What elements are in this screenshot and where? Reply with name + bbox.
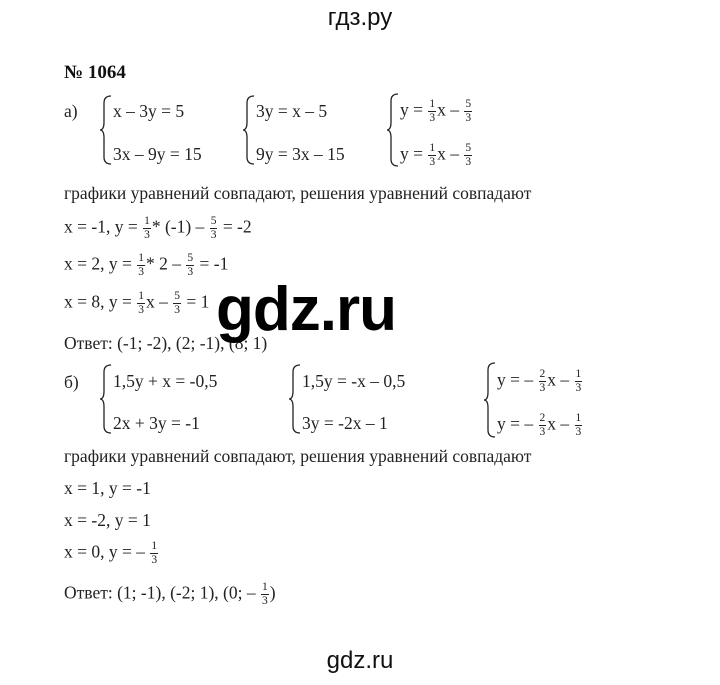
part-b-sys3-eq2 — [497, 413, 583, 438]
text: x = -1, y = — [64, 216, 138, 237]
numerator: 5 — [210, 215, 217, 227]
numerator: 1 — [429, 142, 436, 154]
denominator: 3 — [210, 229, 217, 241]
fraction-one-third — [428, 143, 436, 168]
part-a-line2 — [64, 253, 228, 278]
numerator: 5 — [465, 98, 472, 110]
text: ) — [269, 582, 276, 603]
denominator: 3 — [539, 426, 546, 438]
denominator: 3 — [465, 112, 472, 124]
eq-prefix: y = — [400, 99, 423, 120]
text: = -2 — [222, 216, 252, 237]
denominator: 3 — [465, 156, 472, 168]
numerator: 1 — [575, 412, 582, 424]
numerator: 5 — [174, 290, 180, 302]
denominator: 3 — [539, 382, 546, 394]
part-a-brace-1 — [100, 95, 112, 165]
fraction-one-third — [428, 99, 436, 124]
part-b-line3 — [64, 541, 159, 566]
part-a-line1 — [64, 216, 252, 241]
text: Ответ: (1; -1), (-2; 1), (0; – — [64, 582, 256, 603]
site-footer: gdz.ru — [326, 647, 394, 674]
text: = 1 — [186, 291, 210, 312]
part-a-brace-3 — [387, 93, 399, 167]
fraction-one-third — [143, 216, 151, 241]
denominator: 3 — [138, 304, 144, 316]
part-a-sys2-eq1: 3y = x – 5 — [256, 101, 328, 121]
numerator: 1 — [429, 98, 436, 110]
part-b-line1: x = 1, y = -1 — [64, 478, 151, 498]
fraction-one-third — [137, 253, 145, 278]
denominator: 3 — [138, 266, 144, 278]
denominator: 3 — [151, 554, 158, 566]
denominator: 3 — [429, 156, 436, 168]
part-b-line2: x = -2, y = 1 — [64, 510, 151, 530]
site-header: гдз.ру — [327, 4, 393, 31]
numerator: 2 — [539, 368, 546, 380]
denominator: 3 — [429, 112, 436, 124]
text: x – — [146, 291, 168, 312]
eq-prefix: y = — [400, 143, 423, 164]
part-b-sys3-eq1 — [497, 369, 583, 394]
fraction-one-third — [137, 291, 145, 316]
part-b-label: б) — [64, 372, 79, 392]
numerator: 1 — [144, 215, 150, 227]
part-b-answer — [64, 582, 276, 607]
x-minus: x – — [437, 99, 459, 120]
part-a-label: а) — [64, 101, 78, 121]
part-a-answer: Ответ: (-1; -2), (2; -1), (8; 1) — [64, 333, 268, 353]
x-minus: x – — [437, 143, 459, 164]
text: x = 8, y = — [64, 291, 132, 312]
fraction-one-third — [261, 582, 269, 607]
part-b-brace-2 — [289, 364, 301, 434]
denominator: 3 — [187, 266, 194, 278]
eq-prefix: y = – — [497, 413, 534, 434]
watermark: gdz.ru — [216, 275, 396, 344]
denominator: 3 — [575, 382, 582, 394]
numerator: 1 — [138, 252, 144, 264]
part-b-sys1-eq2: 2x + 3y = -1 — [113, 413, 200, 433]
part-b-sys2-eq1: 1,5y = -x – 0,5 — [302, 371, 406, 391]
part-a-brace-2 — [243, 95, 255, 165]
numerator: 2 — [539, 412, 546, 424]
numerator: 1 — [575, 368, 582, 380]
part-b-brace-1 — [100, 364, 112, 434]
fraction-one-third — [575, 413, 583, 438]
part-a-line3 — [64, 291, 209, 316]
numerator: 5 — [465, 142, 472, 154]
fraction-one-third — [150, 541, 158, 566]
text: = -1 — [199, 253, 229, 274]
part-a-sys3-eq2 — [400, 143, 473, 168]
numerator: 1 — [151, 540, 158, 552]
part-a-note: графики уравнений совпадают, решения уравнений совпадают — [64, 183, 532, 203]
numerator: 1 — [261, 581, 268, 593]
fraction-five-thirds — [186, 253, 194, 278]
x-minus: x – — [547, 413, 570, 434]
part-a-sys3-eq1 — [400, 99, 473, 124]
denominator: 3 — [261, 595, 268, 607]
part-a-sys1-eq2: 3x – 9y = 15 — [113, 144, 202, 164]
denominator: 3 — [144, 229, 150, 241]
part-a-sys2-eq2: 9y = 3x – 15 — [256, 144, 345, 164]
part-b-note: графики уравнений совпадают, решения уравнений совпадают — [64, 446, 532, 466]
denominator: 3 — [174, 304, 180, 316]
text: x = 2, y = — [64, 253, 132, 274]
fraction-five-thirds — [210, 216, 218, 241]
problem-number: № 1064 — [64, 62, 126, 83]
numerator: 1 — [138, 290, 144, 302]
part-b-brace-3 — [484, 362, 496, 438]
eq-prefix: y = – — [497, 369, 534, 390]
denominator: 3 — [575, 426, 582, 438]
part-b-sys2-eq2: 3y = -2x – 1 — [302, 413, 388, 433]
text: * 2 – — [146, 253, 181, 274]
fraction-five-thirds — [464, 143, 472, 168]
part-b-sys1-eq1: 1,5y + x = -0,5 — [113, 371, 218, 391]
text: x = 0, y = – — [64, 541, 145, 562]
numerator: 5 — [187, 252, 194, 264]
text: * (-1) – — [151, 216, 205, 237]
x-minus: x – — [547, 369, 570, 390]
fraction-five-thirds — [173, 291, 181, 316]
part-a-sys1-eq1: x – 3y = 5 — [113, 101, 185, 121]
fraction-one-third — [575, 369, 583, 394]
fraction-five-thirds — [464, 99, 472, 124]
fraction-two-thirds — [539, 413, 547, 438]
fraction-two-thirds — [539, 369, 547, 394]
